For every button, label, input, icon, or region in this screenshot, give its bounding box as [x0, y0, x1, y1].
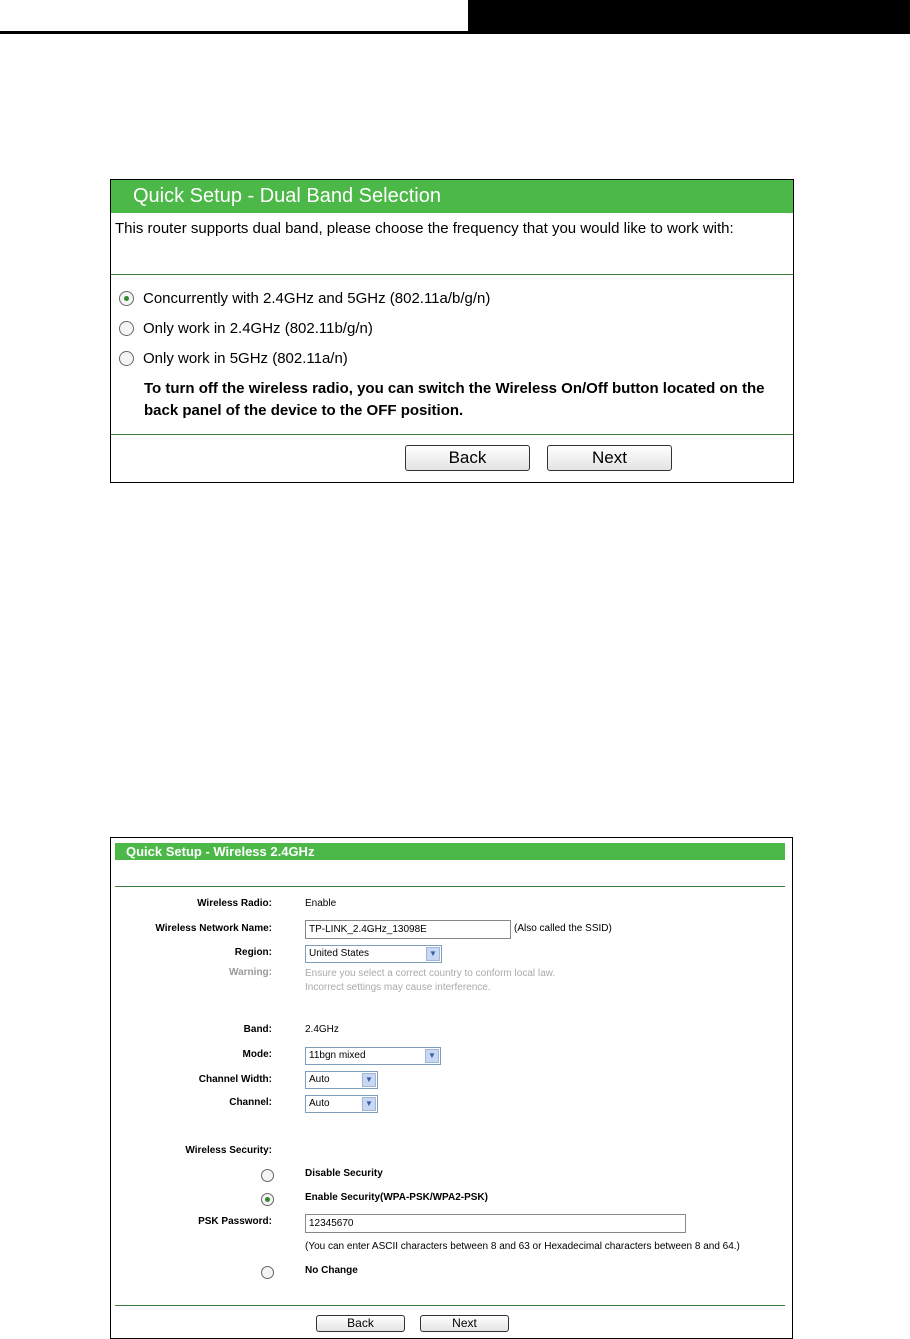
option-2-4ghz-label: Only work in 2.4GHz (802.11b/g/n): [143, 320, 373, 337]
divider: [115, 1305, 785, 1306]
radio-5ghz[interactable]: [119, 351, 134, 366]
no-change-label: No Change: [305, 1265, 358, 1276]
radio-enable-security[interactable]: [261, 1193, 274, 1206]
wireless-24-title: Quick Setup - Wireless 2.4GHz: [115, 843, 785, 860]
psk-hint: (You can enter ASCII characters between 8 and 63 or Hexadecimal characters between 8 and 64.): [305, 1241, 740, 1252]
back-button[interactable]: Back: [316, 1315, 405, 1332]
channel-width-label: Channel Width:: [198, 1074, 272, 1085]
wireless-radio-value: Enable: [305, 898, 337, 909]
disable-security-label: Disable Security: [305, 1168, 383, 1179]
mode-select-value: 11bgn mixed: [309, 1050, 366, 1061]
channel-width-value: Auto: [309, 1074, 330, 1085]
ssid-label: Wireless Network Name:: [155, 923, 272, 934]
chevron-down-icon[interactable]: ▼: [426, 947, 440, 961]
wireless-security-label: Wireless Security:: [185, 1145, 272, 1156]
mode-select[interactable]: [305, 1047, 441, 1065]
channel-select[interactable]: [305, 1095, 378, 1113]
radio-no-change[interactable]: [261, 1266, 274, 1279]
ssid-hint: (Also called the SSID): [514, 923, 612, 934]
radio-2-4ghz[interactable]: [119, 321, 134, 336]
ssid-input[interactable]: TP-LINK_2.4GHz_13098E: [305, 920, 511, 939]
region-select[interactable]: [305, 945, 442, 963]
band-label: Band:: [243, 1024, 272, 1035]
next-button[interactable]: Next: [420, 1315, 509, 1332]
option-concurrent[interactable]: [119, 290, 490, 307]
dual-band-title: Quick Setup - Dual Band Selection: [111, 180, 793, 213]
wireless-24-panel: [110, 837, 793, 1339]
option-concurrent-label: Concurrently with 2.4GHz and 5GHz (802.11a/b/g/n): [143, 290, 491, 307]
option-5ghz[interactable]: [119, 350, 348, 367]
warning-line-2: Incorrect settings may cause interference.: [305, 982, 491, 993]
dual-band-panel: [110, 179, 794, 483]
band-value: 2.4GHz: [305, 1024, 339, 1035]
divider: [115, 886, 785, 887]
wireless-radio-label: Wireless Radio:: [197, 898, 272, 909]
option-5ghz-label: Only work in 5GHz (802.11a/n): [143, 350, 348, 367]
divider: [111, 274, 793, 275]
mode-label: Mode:: [242, 1049, 272, 1060]
dual-band-description: This router supports dual band, please choose the frequency that you would like to work with:: [115, 220, 734, 237]
region-select-value: United States: [309, 948, 370, 959]
psk-password-input[interactable]: 12345670: [305, 1214, 686, 1233]
enable-security-label: Enable Security(WPA-PSK/WPA2-PSK): [305, 1192, 488, 1203]
back-button[interactable]: Back: [405, 445, 530, 471]
channel-value: Auto: [309, 1098, 330, 1109]
psk-password-label: PSK Password:: [198, 1216, 272, 1227]
channel-width-select[interactable]: [305, 1071, 378, 1089]
header-black-bar: [468, 0, 910, 34]
chevron-down-icon[interactable]: ▼: [425, 1049, 439, 1063]
radio-concurrent[interactable]: [119, 291, 134, 306]
header-rule: [0, 31, 468, 34]
warning-line-1: Ensure you select a correct country to conform local law.: [305, 968, 556, 979]
chevron-down-icon[interactable]: ▼: [362, 1073, 376, 1087]
channel-label: Channel:: [229, 1097, 272, 1108]
option-2-4ghz[interactable]: [119, 320, 373, 337]
next-button[interactable]: Next: [547, 445, 672, 471]
divider: [111, 434, 793, 435]
region-label: Region:: [234, 947, 272, 958]
warning-label: Warning:: [229, 967, 272, 978]
radio-disable-security[interactable]: [261, 1169, 274, 1182]
wireless-off-note: To turn off the wireless radio, you can switch the Wireless On/Off button located on the back panel of the device to the OFF position.: [144, 380, 765, 419]
chevron-down-icon[interactable]: ▼: [362, 1097, 376, 1111]
